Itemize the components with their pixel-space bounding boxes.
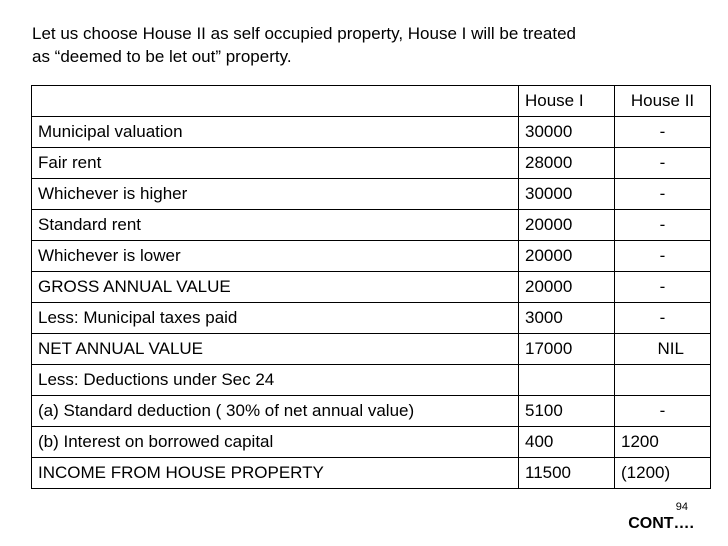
table-row: [32, 334, 711, 365]
row-label: Standard rent: [32, 210, 519, 241]
house-1-value: 20000: [519, 210, 615, 241]
row-label: Less: Deductions under Sec 24: [32, 365, 519, 396]
house-1-value: 400: [519, 427, 615, 458]
row-label: Municipal valuation: [32, 117, 519, 148]
table-header-row: [32, 86, 711, 117]
table-row: [32, 396, 711, 427]
house-1-value: 30000: [519, 117, 615, 148]
house-1-value: 17000: [519, 334, 615, 365]
house-1-value: 28000: [519, 148, 615, 179]
house-2-value: -: [615, 148, 711, 179]
header-cell-house-1: House I: [519, 86, 615, 117]
house-1-value: 30000: [519, 179, 615, 210]
row-label: Less: Municipal taxes paid: [32, 303, 519, 334]
header-cell-label: [32, 86, 519, 117]
row-label: Fair rent: [32, 148, 519, 179]
house-1-value: 11500: [519, 458, 615, 489]
table-row: [32, 427, 711, 458]
table-row: [32, 303, 711, 334]
house-2-value: -: [615, 210, 711, 241]
house-2-value: -: [615, 179, 711, 210]
table-row: [32, 179, 711, 210]
intro-line-2: as “deemed to be let out” property.: [32, 47, 292, 66]
house-1-value: [519, 365, 615, 396]
table-row: [32, 117, 711, 148]
house-2-value: NIL: [615, 334, 711, 365]
continued-label: CONT….: [628, 515, 694, 532]
house-2-value: -: [615, 272, 711, 303]
header-cell-house-2: House II: [615, 86, 711, 117]
house-2-value: -: [615, 396, 711, 427]
house-2-value: 1200: [615, 427, 711, 458]
table-row: [32, 241, 711, 272]
row-label: (b) Interest on borrowed capital: [32, 427, 519, 458]
row-label: Whichever is lower: [32, 241, 519, 272]
intro-line-1: Let us choose House II as self occupied property, House I will be treated: [32, 24, 576, 43]
row-label: (a) Standard deduction ( 30% of net annual value): [32, 396, 519, 427]
row-label: Whichever is higher: [32, 179, 519, 210]
house-1-value: 20000: [519, 272, 615, 303]
house-2-value: -: [615, 117, 711, 148]
table-row: [32, 458, 711, 489]
house-1-value: 3000: [519, 303, 615, 334]
house-2-value: -: [615, 303, 711, 334]
table-row: [32, 210, 711, 241]
house-property-table: [31, 85, 711, 489]
table-row: [32, 365, 711, 396]
house-2-value: -: [615, 241, 711, 272]
table-row: [32, 148, 711, 179]
row-label: NET ANNUAL VALUE: [32, 334, 519, 365]
house-2-value: (1200): [615, 458, 711, 489]
row-label: GROSS ANNUAL VALUE: [32, 272, 519, 303]
house-1-value: 20000: [519, 241, 615, 272]
house-2-value: [615, 365, 711, 396]
row-label: INCOME FROM HOUSE PROPERTY: [32, 458, 519, 489]
intro-text: [32, 22, 702, 68]
table-row: [32, 272, 711, 303]
house-1-value: 5100: [519, 396, 615, 427]
page-number: 94: [675, 501, 688, 513]
